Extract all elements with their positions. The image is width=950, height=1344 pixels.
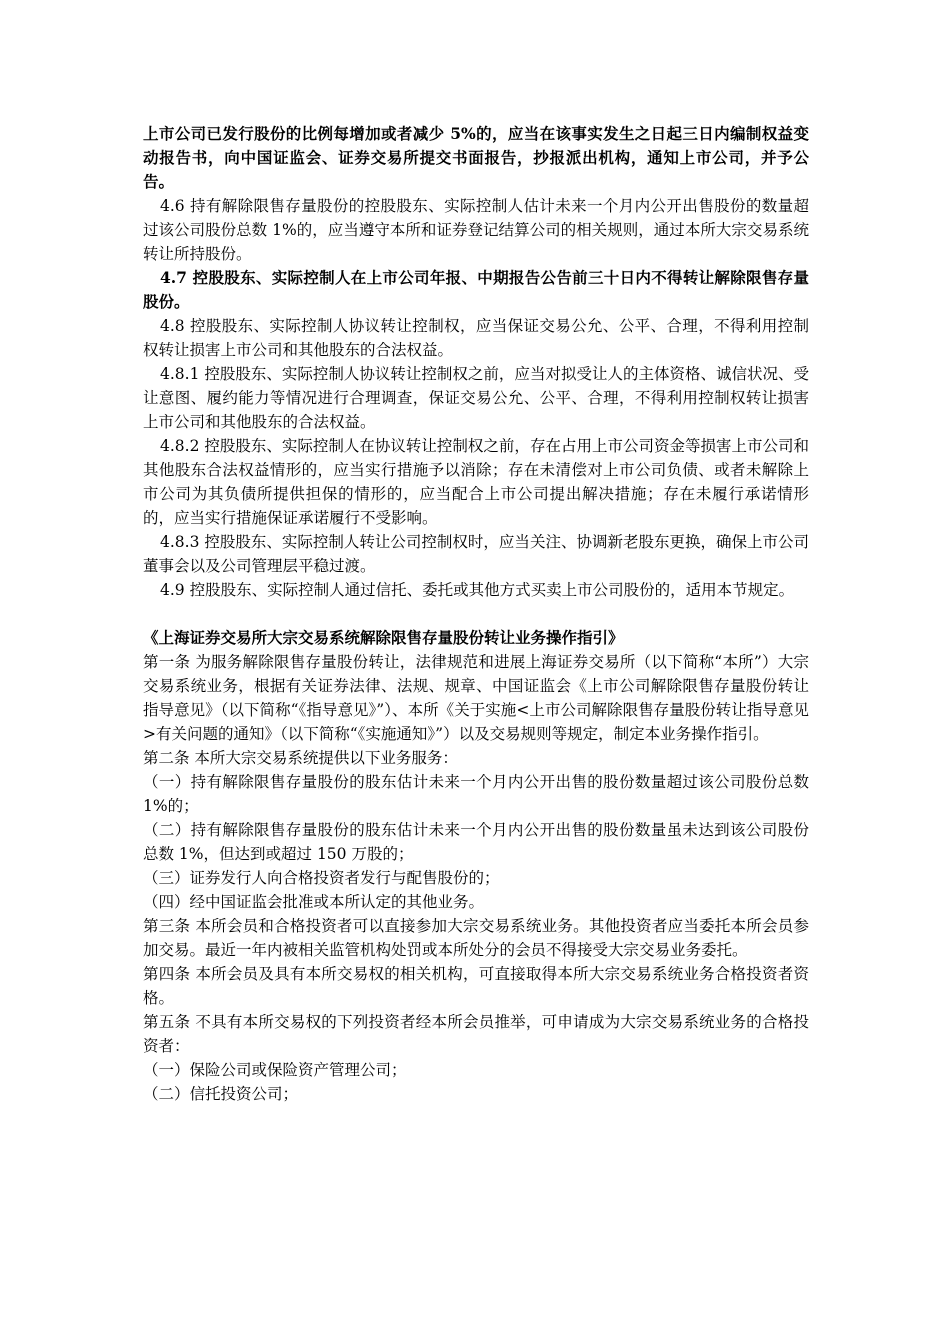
- article-5: 第五条 不具有本所交易权的下列投资者经本所会员推举，可申请成为大宗交易系统业务的合格投资者：: [143, 1013, 809, 1055]
- article-4: 第四条 本所会员及具有本所交易权的相关机构，可直接取得本所大宗交易系统业务合格投资者资格。: [143, 965, 809, 1007]
- article-3: 第三条 本所会员和合格投资者可以直接参加大宗交易系统业务。其他投资者应当委托本所会员参加交易。最近一年内被相关监管机构处罚或本所处分的会员不得接受大宗交易业务委托。: [143, 917, 809, 959]
- paragraph-4-8: 4.8 控股股东、实际控制人协议转让控制权，应当保证交易公允、公平、合理，不得利用控制权转让损害上市公司和其他股东的合法权益。: [143, 317, 809, 359]
- article-5-item-2: （二）信托投资公司；: [143, 1085, 299, 1103]
- paragraph-4-8-2: 4.8.2 控股股东、实际控制人在协议转让控制权之前，存在占用上市公司资金等损害上市公司和其他股东合法权益情形的，应当实行措施予以消除；存在未清偿对上市公司负债、或者未解除上市公司为其负债所提供担保的情形的，应当配合上市公司提出解决措施；存在未履行承诺情形的，应当实行措施保证承诺履行不受影响。: [143, 437, 809, 527]
- guideline-title: 《上海证券交易所大宗交易系统解除限售存量股份转让业务操作指引》: [143, 628, 624, 647]
- document-page: [143, 122, 809, 1106]
- article-2-item-2: （二）持有解除限售存量股份的股东估计未来一个月内公开出售的股份数量虽未达到该公司股份总数 1%，但达到或超过 150 万股的；: [143, 821, 809, 863]
- section-spacer: [143, 602, 809, 626]
- paragraph-4-8-3: 4.8.3 控股股东、实际控制人转让公司控制权时，应当关注、协调新老股东更换，确保上市公司董事会以及公司管理层平稳过渡。: [143, 533, 809, 575]
- article-1: 第一条 为服务解除限售存量股份转让，法律规范和进展上海证券交易所（以下简称“本所”）大宗交易系统业务，根据有关证券法律、法规、规章、中国证监会《上市公司解除限售存量股份转让指导意见》（以下简称“《指导意见》”）、本所《关于实施<上市公司解除限售存量股份转让指导意见>有关问题的通知》（以下简称“《实施通知》”）以及交易规则等规定，制定本业务操作指引。: [143, 653, 809, 743]
- article-5-item-1: （一）保险公司或保险资产管理公司；: [143, 1061, 407, 1079]
- paragraph-equity-change-report: 上市公司已发行股份的比例每增加或者减少 5%的，应当在该事实发生之日起三日内编制权益变动报告书，向中国证监会、证券交易所提交书面报告，抄报派出机构，通知上市公司，并予公告。: [143, 124, 809, 191]
- article-2-item-4: （四）经中国证监会批准或本所认定的其他业务。: [143, 893, 485, 911]
- paragraph-4-6: 4.6 持有解除限售存量股份的控股股东、实际控制人估计未来一个月内公开出售股份的数量超过该公司股份总数 1%的，应当遵守本所和证券登记结算公司的相关规则，通过本所大宗交易系统转让所持股份。: [143, 197, 809, 263]
- paragraph-4-8-1: 4.8.1 控股股东、实际控制人协议转让控制权之前，应当对拟受让人的主体资格、诚信状况、受让意图、履约能力等情况进行合理调查，保证交易公允、公平、合理，不得利用控制权转让损害上市公司和其他股东的合法权益。: [143, 365, 809, 431]
- article-2-item-3: （三）证券发行人向合格投资者发行与配售股份的；: [143, 869, 500, 887]
- paragraph-4-9: 4.9 控股股东、实际控制人通过信托、委托或其他方式买卖上市公司股份的，适用本节规定。: [160, 581, 795, 599]
- article-2-item-1: （一）持有解除限售存量股份的股东估计未来一个月内公开出售的股份数量超过该公司股份总数 1%的；: [143, 773, 809, 815]
- paragraph-4-7: 4.7 控股股东、实际控制人在上市公司年报、中期报告公告前三十日内不得转让解除限售存量股份。: [143, 268, 809, 311]
- article-2: 第二条 本所大宗交易系统提供以下业务服务：: [143, 749, 458, 767]
